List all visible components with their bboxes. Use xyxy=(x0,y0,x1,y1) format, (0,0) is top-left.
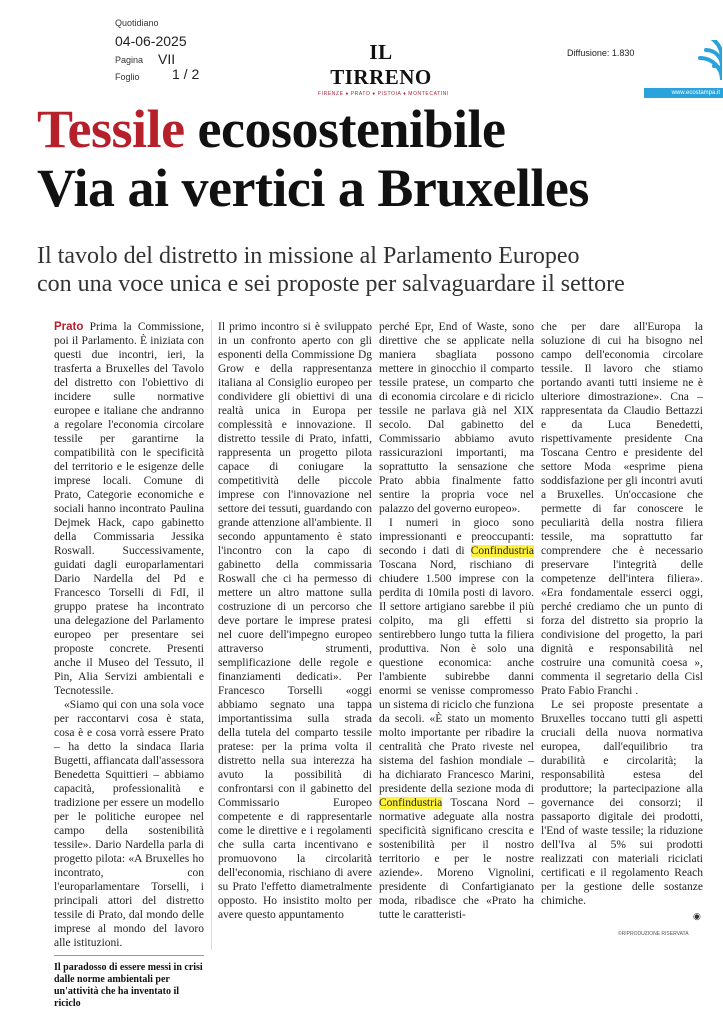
headline-accent-word: Tessile xyxy=(37,99,185,159)
article-paragraph: Le sei proposte presentate a Bruxelles toccano tutti gli aspetti cruciali della nuova normativa europea, dall'equilibrio tra durabilità e circolarità; la responsabilità estesa del produttore; la partecipazione alla governance dei consorzi; il passaporto digitale dei prodotti, l'End of waste tessile; la riduzione dell'Iva al 5% sui prodotti realizzati con materiali riciclati certificati e il regolamento Reach per la gestione delle sostanze chimiche. xyxy=(541,699,703,907)
subheadline-line-2: con una voce unica e sei proposte per salvaguardare il settore xyxy=(37,271,625,297)
article-paragraph: che per dare all'Europa la soluzione di cui ha bisogno nel campo dell'economia circolare tessile. Il lavoro che stiamo portando avanti tutti insieme ne è ulteriore dimostrazione». Cna – rappresentata da Claudio Bettazzi e da Luca Benedetti, rispettivamente presidente Cna Toscana Centro e presidente del settore Moda «esprime piena soddisfazione per gli incontri avuti a Bruxelles. Un'occasione che permette di far conoscere le peculiarità della nostra filiera tessile, ma soprattutto far comprendere che è necessario preservare l'integrità delle competenze dell'intera filiera». «Era fondamentale esserci oggi, perché crediamo che un punto di forza del distretto sia proprio la condivisione del progetto, la pari dignità e responsabilità nel costruire una comunità coesa », commenta il segretario della Cisl Prato Fabio Franchi . xyxy=(541,321,703,697)
circulation-figure: Diffusione: 1.830 xyxy=(567,48,635,58)
issue-date: 04-06-2025 xyxy=(115,33,187,49)
foglio-label: Foglio xyxy=(115,72,140,82)
dateline-kicker: Prato xyxy=(54,321,84,333)
article-column-3 xyxy=(379,320,534,922)
headline-line-1 xyxy=(37,101,506,157)
paragraph-text: Toscana Nord, rischiano di chiudere 1.500 imprese con la perdita di 10mila posti di lavoro. Il settore artigiano sarebbe il più colpito, ma gli effetti si sentirebbero lungo tutta la filiera produttiva. Non è solo una questione economica: anche l'ambiente subirebbe danni enormi se venisse compromesso un sistema di riciclo che funziona da secoli. «È stato un momento molto importante per ribadire la centralità che Prato riveste nel sistema del fashion mondiale – ha dichiarato Francesco Marini, presidente della sezione moda di xyxy=(379,559,534,795)
highlight-confindustria: Confindustria xyxy=(470,545,534,557)
ecostampa-wave-icon xyxy=(682,40,722,80)
publication-name: IL TIRRENO xyxy=(330,40,432,89)
ecostampa-url[interactable]: www.ecostampa.it xyxy=(671,90,720,96)
article-paragraph: perché Epr, End of Waste, sono direttive che se applicate nella maniera sbagliata possono mettere in ginocchio il comparto tessile pratese, un comparto che di economia circolare e di riciclo tessile ne parlava già nel XIX secolo. Dal gabinetto del Commissario abbiamo avuto rassicurazioni importanti, ma soprattutto la sensazione che Prato abbia finalmente fatto sentire la propria voce nel palazzo del governo europeo». xyxy=(379,321,534,515)
headline-line-2: Via ai vertici a Bruxelles xyxy=(37,158,589,218)
subheadline-line-1: Il tavolo del distretto in missione al Parlamento Europeo xyxy=(37,243,580,269)
publication-cities: FIRENZE ♦ PRATO ♦ PISTOIA ♦ MONTECATINI xyxy=(318,91,449,97)
article-paragraph xyxy=(54,320,204,698)
article-paragraph: «Siamo qui con una sola voce per raccontarvi cosa è stata, cosa è e cosa vorrà essere Prato – ha detto la sindaca Ilaria Bugetti, affiancata dall'assessora Benedetta Squittieri – abbiamo capacità, professionalità e tradizione per essere un modello per le politiche europee nel campo della sostenibilità tessile». Dario Nardella parla di progetto pilota: «A Bruxelles ho incontrato, con l'europarlamentare Torselli, i principali attori del distretto tessile di Prato, dal mondo delle imprese al mondo del lavoro alle istituzioni. xyxy=(54,699,204,949)
article-end-mark: ◉ xyxy=(693,912,701,922)
photo-caption: Il paradosso di essere messi in crisi dalle norme ambientali per un'attività che ha inventato il riciclo xyxy=(54,962,203,1009)
article-column-1 xyxy=(54,320,204,950)
headline-rest: ecosostenibile xyxy=(184,99,506,159)
foglio-value: 1 / 2 xyxy=(172,66,200,82)
publication-logo xyxy=(318,40,449,97)
quotidiano-label: Quotidiano xyxy=(115,18,159,28)
highlight-confindustria: Confindustria xyxy=(379,797,443,809)
column-divider xyxy=(211,320,212,950)
article-column-4 xyxy=(541,320,703,908)
paragraph-text: Prima la Commissione, poi il Parlamento. È iniziata con questi due incontri, ieri, la trasferta a Bruxelles del Tavolo del distretto con l'obiettivo di incidere sulle normative europee e italiane che andranno a regolare l'economia circolare tessile per garantirne la compatibilità con le specificità del territorio e le esigenze delle imprese locali. Comune di Prato, Categorie economiche e sociali hanno incontrato Paulina Dejmek Hack, capo gabinetto della Commissaria Jessika Roswall. Successivamente, guidati dagli europarlamentari Dario Nardella del Pd e Francesco Torselli di FdI, il gruppo pratese ha incontrato una delegazione del Parlamento europeo per presentare sei proposte concrete. Presenti anche il Museo del Tessuto, il Pin, Alia Servizi ambientali e Tecnotessile. xyxy=(54,321,204,697)
article-column-2 xyxy=(218,320,372,922)
paragraph-text: Toscana Nord – normative adeguate alla nostra specificità significano crescita e sostenibilità per il nostro territorio e per le nostre aziende». Moreno Vignolini, presidente di Confartigianato moda, ribadisce che «Prato ha tutte le caratteristi- xyxy=(379,797,534,921)
ecostampa-url-bar[interactable] xyxy=(644,88,723,98)
subheadline xyxy=(37,242,625,298)
paragraph-text: I numeri in gioco sono impressionanti e preoccupanti: secondo i dati di xyxy=(379,517,534,557)
reproduction-notice: ©RIPRODUZIONE RISERVATA xyxy=(618,931,689,937)
article-paragraph: Il primo incontro si è sviluppato in un confronto aperto con gli esponenti della Commissione Dg Grow e della rappresentanza italiana al Consiglio europeo per condividere gli obiettivi di una realtà unica in Europa per complessità e innovazione. Il distretto tessile di Prato, infatti, rappresenta un progetto pilota capace di coniugare la competitività delle piccole imprese con l'innovazione nel settore dei tessuti, guardando con grande attenzione all'ambiente. Il secondo appuntamento è stato l'incontro con la capo di gabinetto della commissaria Roswall che ci ha permesso di mettere un altro mattone sulla costruzione di un percorso che deve portare le imprese pratesi nel cuore dell'impegno europeo attraverso strumenti, semplificazione delle regole e finanziamenti dedicati». Per Francesco Torselli «oggi abbiamo segnato una tappa importantissima sulla strada della tutela del comparto tessile pratese: per la prima volta il distretto nella sua interezza ha avuto la possibilità di confrontarsi con il gabinetto del Commissario Europeo competente e di rappresentarle come le direttive e i regolamenti che sulla carta incentivano e promuovono la circolarità dell'economia, rischiano di avere su Prato l'effetto diametralmente opposto. Ho insistito molto per avere questo appuntamento xyxy=(218,321,372,921)
pagina-label: Pagina xyxy=(115,55,144,65)
article-paragraph xyxy=(379,516,534,922)
pagina-value: VII xyxy=(158,51,176,67)
caption-rule xyxy=(54,955,204,956)
